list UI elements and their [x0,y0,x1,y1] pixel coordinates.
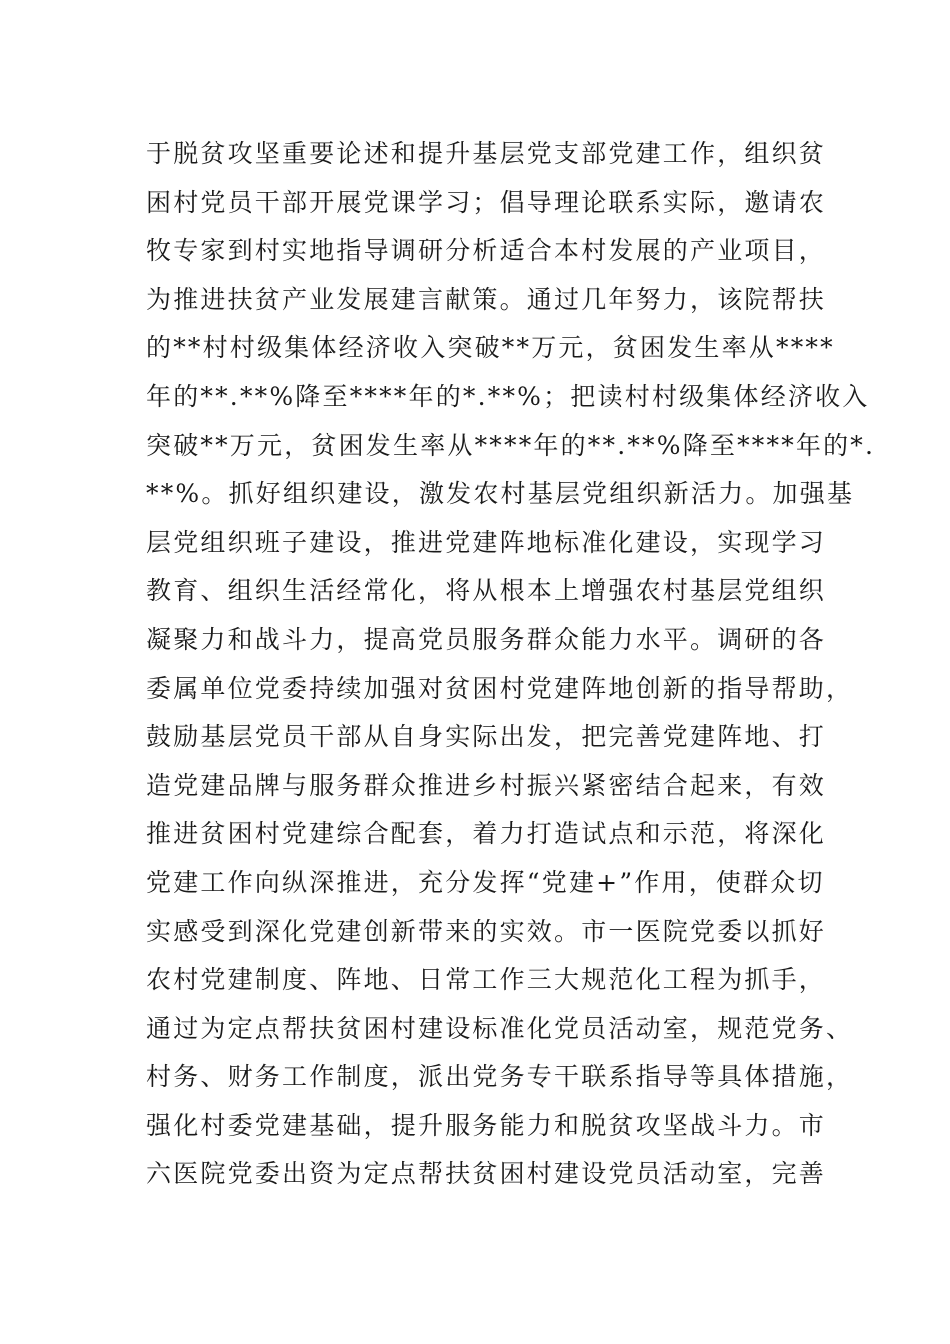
text-line: 村务、财务工作制度，派出党务专干联系指导等具体措施， [146,1062,854,1092]
text-line: 实感受到深化党建创新带来的实效。市一医院党委以抓好 [146,916,827,946]
text-line: 突破**万元，贫困发生率从****年的**.**%降至****年的*. [146,430,876,460]
text-line: 为推进扶贫产业发展建言献策。通过几年努力，该院帮扶 [146,284,827,314]
text-line: 推进贫困村党建综合配套，着力打造试点和示范，将深化 [146,819,827,849]
text-line: 六医院党委出资为定点帮扶贫困村建设党员活动室，完善 [146,1159,827,1189]
text-line: 党建工作向纵深推进，充分发挥“党建+”作用，使群众切 [146,867,825,897]
text-line: 层党组织班子建设，推进党建阵地标准化建设，实现学习 [146,527,827,557]
text-line: 的**村村级集体经济收入突破**万元，贫困发生率从**** [146,333,835,363]
text-line: 于脱贫攻坚重要论述和提升基层党支部党建工作，组织贫 [146,139,827,168]
text-line: 鼓励基层党员干部从自身实际出发，把完善党建阵地、打 [146,722,827,752]
text-line: 造党建品牌与服务群众推进乡村振兴紧密结合起来，有效 [146,770,827,800]
text-line: 凝聚力和战斗力，提高党员服务群众能力水平。调研的各 [146,624,827,654]
text-line: 困村党员干部开展党课学习；倡导理论联系实际，邀请农 [146,187,827,217]
text-line: 强化村委党建基础，提升服务能力和脱贫攻坚战斗力。市 [146,1110,827,1140]
text-line: 委属单位党委持续加强对贫困村党建阵地创新的指导帮助， [146,673,854,703]
text-line: 通过为定点帮扶贫困村建设标准化党员活动室，规范党务、 [146,1013,854,1043]
text-line: 教育、组织生活经常化，将从根本上增强农村基层党组织 [146,576,827,606]
text-line: 牧专家到村实地指导调研分析适合本村发展的产业项目， [146,236,827,266]
text-line: **%。抓好组织建设，激发农村基层党组织新活力。加强基 [146,479,855,509]
text-line: 农村党建制度、阵地、日常工作三大规范化工程为抓手， [146,965,827,995]
body-paragraph [146,130,876,1199]
text-line: 年的**.**%降至****年的*.**%；把读村村级集体经济收入 [146,381,870,411]
